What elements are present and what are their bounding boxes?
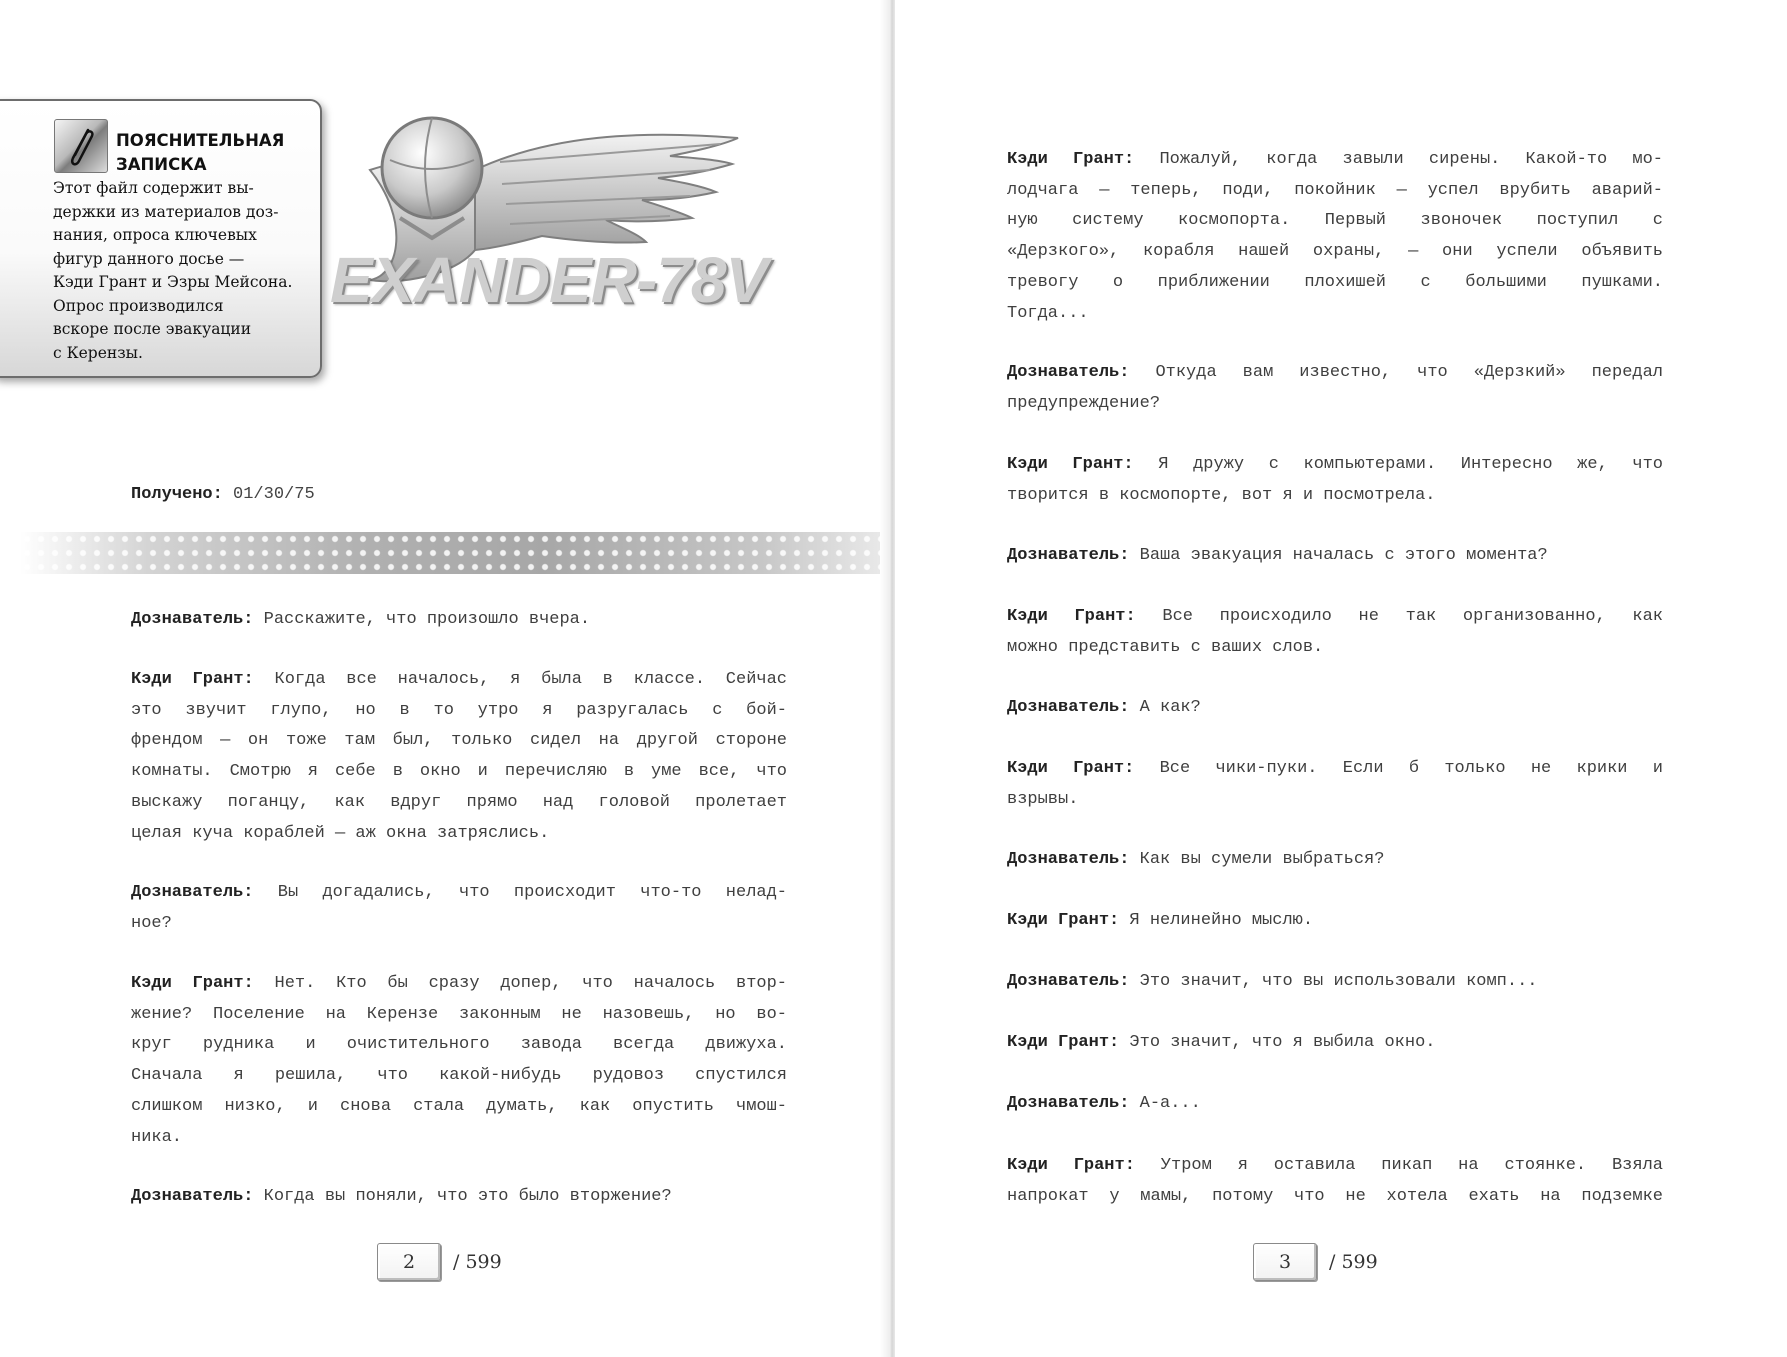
dialogue-text: целая куча кораблей — аж окна затряслись. [131, 823, 550, 843]
dialogue-entry [131, 665, 787, 849]
note-line: фигур данного досье — [53, 249, 245, 268]
dialogue-text: Сначала я решила, что какой-нибудь рудовоз спустился [131, 1066, 787, 1086]
dialogue-text: Откуда вам известно, что «Дерзкий» передал [1155, 363, 1663, 382]
right-page [895, 0, 1787, 1357]
dialogue-text: ное? [131, 913, 172, 933]
speaker-label: Дознаватель: [1007, 698, 1130, 717]
speaker-label: Кэди Грант: [131, 974, 254, 993]
dialogue-text: тревогу о приближении плохишей с большими пушками. [1007, 272, 1663, 292]
dialogue-text: Утром я оставила пикап на стоянке. Взяла [1160, 1156, 1663, 1175]
logo [250, 100, 768, 330]
dialogue-entry [1007, 450, 1663, 511]
page-number-input[interactable]: 2 [377, 1243, 441, 1281]
dialogue-text: Когда все началось, я была в классе. Сейчас [274, 670, 788, 689]
received-line [131, 485, 315, 504]
dialogue-text: Все происходило не так организованно, как [1162, 607, 1664, 626]
dialogue-text: ную систему космопорта. Первый звоночек поступил с [1007, 211, 1663, 231]
dialogue-text: выскажу поганцу, как вдруг прямо над головой пролетает [131, 792, 787, 812]
dialogue-entry [1007, 754, 1663, 815]
note-line: Кэди Грант и Эзры Мейсона. [53, 273, 293, 291]
note-line: нания, опроса ключевых [53, 226, 257, 244]
dialogue-entry [1007, 358, 1663, 419]
paperclip-icon [54, 119, 108, 173]
dialogue-entry [1007, 845, 1663, 876]
dialogue-entry [131, 1182, 787, 1213]
dialogue-text: Тогда... [1007, 303, 1089, 323]
speaker-label: Кэди Грант: [1007, 911, 1120, 930]
dialogue-text: творится в космопорте, вот я и посмотрела. [1007, 485, 1436, 505]
speaker-label: Кэди Грант: [1007, 455, 1134, 474]
dialogue-entry [1007, 602, 1663, 663]
note-line: Опрос производился [53, 296, 224, 315]
note-line: держки из материалов доз- [53, 202, 279, 221]
dialogue-text: жение? Поселение на Керензе законным не назовешь, но во- [131, 1004, 787, 1024]
dialogue-text: Это значит, что вы использовали комп... [1139, 972, 1538, 991]
note-line: с Керензы. [53, 343, 143, 362]
dialogue-entry [1007, 693, 1663, 724]
dialogue-text: Нет. Кто бы сразу допер, что началось втор- [274, 974, 788, 993]
page-total: / 599 [453, 1251, 502, 1273]
dialogue-text: Все чики-пуки. Если б только не крики и [1159, 759, 1663, 778]
dialogue-text: френдом — он тоже там был, только сидел на другой стороне [131, 731, 787, 751]
page-number-input[interactable]: 3 [1253, 1243, 1317, 1281]
dialogue-entry [1007, 1089, 1663, 1120]
dialogue-text: Ваша эвакуация началась с этого момента? [1139, 546, 1548, 565]
note-line: вскоре после эвакуации [53, 320, 252, 338]
received-label: Получено: [131, 485, 223, 504]
speaker-label: Кэди Грант: [1007, 1033, 1120, 1052]
speaker-label: Дознаватель: [1007, 1094, 1130, 1113]
dialogue-entry [1007, 967, 1663, 998]
dialogue-entry [1007, 906, 1663, 937]
dialogue-text: Когда вы поняли, что это было вторжение? [263, 1187, 672, 1206]
dialogue-text: круг рудника и очистительного завода всегда движуха. [131, 1035, 787, 1055]
speaker-label: Кэди Грант: [1007, 1156, 1135, 1175]
dialogue-text: Расскажите, что произошло вчера. [263, 610, 591, 629]
speaker-label: Дознаватель: [131, 1187, 254, 1206]
dialogue-text: взрывы. [1007, 789, 1079, 809]
dialogue-text: напрокат у мамы, потому что не хотела ехать на подземке [1007, 1186, 1663, 1206]
dialogue-text: слишком низко, и снова стала думать, как опустить чмош- [131, 1096, 787, 1116]
page-total: / 599 [1329, 1251, 1378, 1273]
dialogue-text: предупреждение? [1007, 393, 1161, 413]
dialogue-text: комнаты. Смотрю я себе в окно и перечисляю в уме все, что [131, 762, 787, 782]
speaker-label: Дознаватель: [1007, 850, 1130, 869]
dialogue-text: Как вы сумели выбраться? [1139, 850, 1385, 869]
dialogue-text: Я нелинейно мыслю. [1129, 911, 1314, 930]
speaker-label: Дознаватель: [131, 883, 254, 902]
dialogue-entry [131, 878, 787, 939]
speaker-label: Кэди Грант: [131, 670, 254, 689]
speaker-label: Кэди Грант: [1007, 150, 1135, 169]
note-body [53, 177, 311, 365]
explanatory-note [0, 99, 322, 378]
speaker-label: Дознаватель: [1007, 972, 1130, 991]
decorative-band [20, 532, 893, 574]
dialogue-text: ника. [131, 1127, 183, 1147]
dialogue-entry [1007, 541, 1663, 572]
dialogue-entry [1007, 1151, 1663, 1212]
dialogue-text: лодчага — теперь, поди, покойник — успел врубить аварий- [1007, 180, 1663, 200]
dialogue-text: «Дерзкого», корабля нашей охраны, — они успели объявить [1007, 242, 1663, 262]
dialogue-text: Я дружу с компьютерами. Интересно же, что [1158, 455, 1664, 474]
left-page [0, 0, 893, 1357]
dialogue-entry [131, 605, 787, 636]
dialogue-text: Пожалуй, когда завыли сирены. Какой-то мо- [1159, 150, 1663, 169]
received-date: 01/30/75 [233, 485, 315, 504]
dialogue-text: А-а... [1139, 1094, 1201, 1113]
dialogue-entry [131, 969, 787, 1153]
dialogue-text: Вы догадались, что происходит что-то нелад- [277, 883, 788, 902]
logo-text: EXANDER-78V [330, 244, 768, 316]
speaker-label: Дознаватель: [131, 610, 254, 629]
dialogue-entry [1007, 145, 1663, 329]
speaker-label: Дознаватель: [1007, 546, 1130, 565]
dialogue-entry [1007, 1028, 1663, 1059]
dialogue-text: это звучит глупо, но в то утро я разругалась с бой- [131, 700, 787, 720]
speaker-label: Кэди Грант: [1007, 607, 1136, 626]
note-line: Этот файл содержит вы- [53, 179, 254, 197]
dialogue-text: А как? [1139, 698, 1201, 717]
note-title: ПОЯСНИТЕЛЬНАЯ ЗАПИСКА [116, 131, 285, 174]
dialogue-text: можно представить с ваших слов. [1007, 637, 1324, 657]
speaker-label: Дознаватель: [1007, 363, 1130, 382]
speaker-label: Кэди Грант: [1007, 759, 1135, 778]
dialogue-text: Это значит, что я выбила окно. [1129, 1033, 1436, 1052]
